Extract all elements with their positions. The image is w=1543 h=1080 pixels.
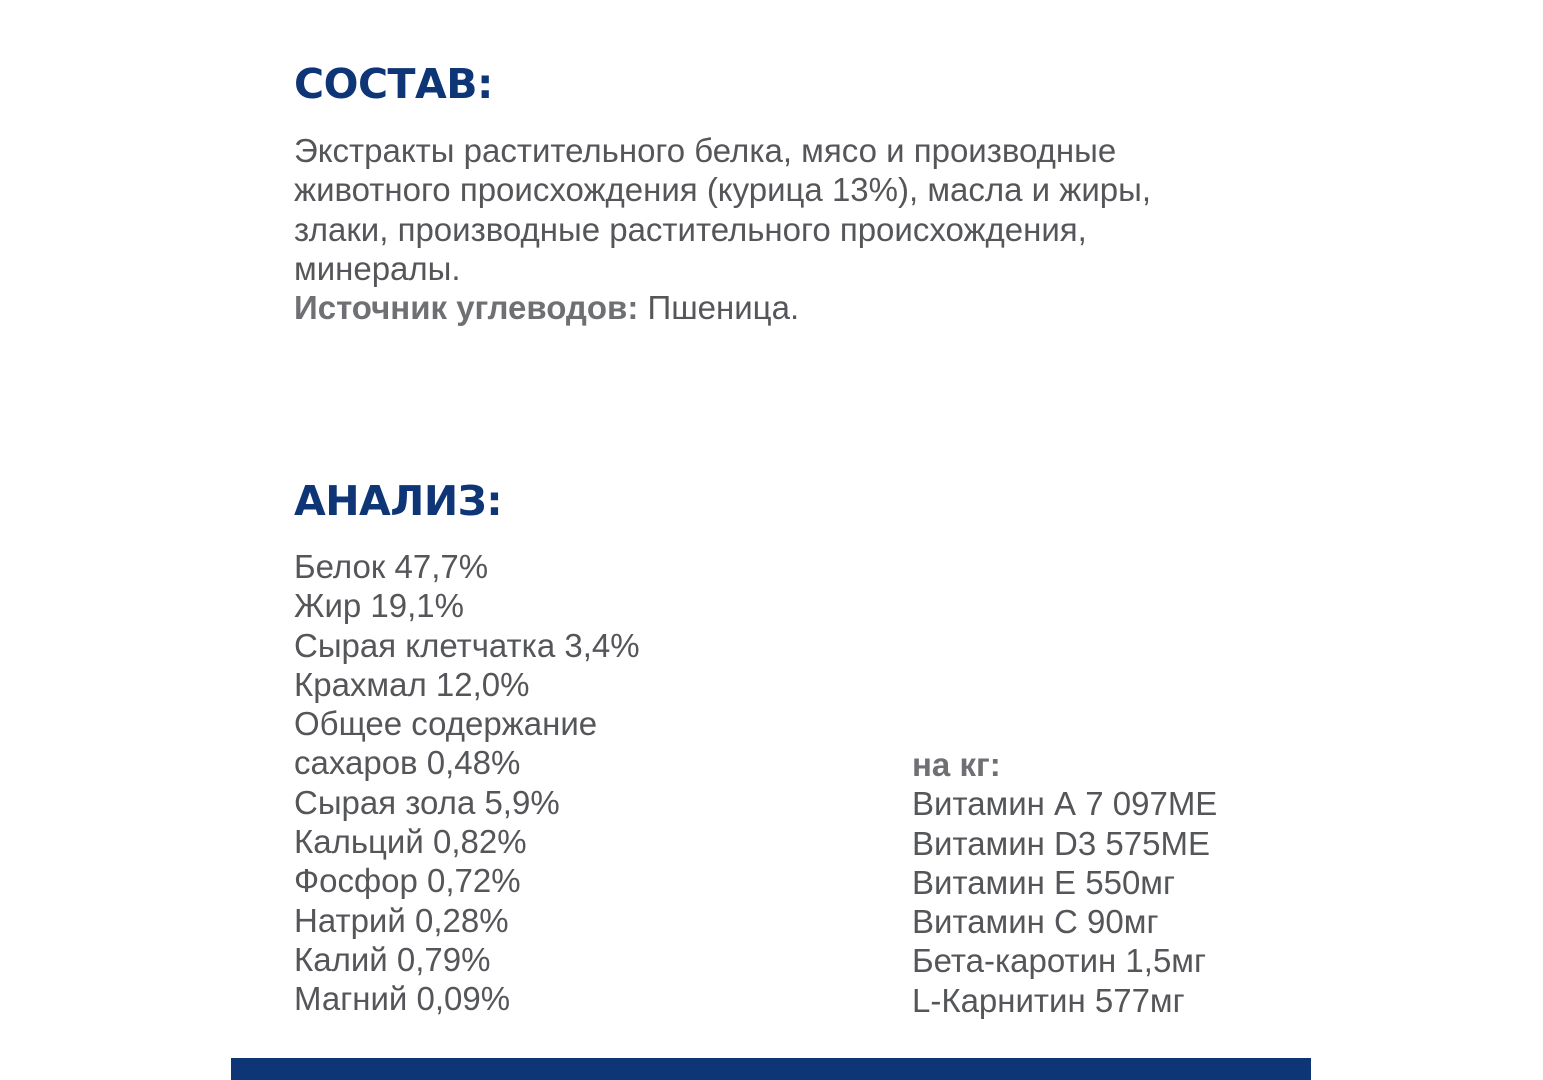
analysis-item: Крахмал 12,0% bbox=[294, 665, 530, 703]
carb-source-value: Пшеница. bbox=[638, 289, 800, 327]
analysis-item: сахаров 0,48% bbox=[294, 744, 521, 782]
carb-source-label: Источник углеводов: bbox=[294, 289, 639, 327]
analysis-item: Кальций 0,82% bbox=[294, 823, 527, 861]
composition-line: минералы. bbox=[294, 249, 461, 287]
analysis-item: Белок 47,7% bbox=[294, 548, 489, 585]
vitamin-item: Бета-каротин 1,5мг bbox=[912, 942, 1207, 980]
analysis-item: Общее содержание bbox=[294, 705, 598, 743]
analysis-item: Магний 0,09% bbox=[294, 980, 511, 1018]
analysis-item: Жир 19,1% bbox=[294, 587, 464, 625]
carb-source-line bbox=[294, 288, 1151, 327]
vitamin-item: Витамин С 90мг bbox=[912, 903, 1159, 941]
analysis-heading: АНАЛИЗ: bbox=[294, 477, 503, 525]
analysis-item: Сырая зола 5,9% bbox=[294, 783, 560, 821]
vitamin-item: L-Карнитин 577мг bbox=[912, 981, 1185, 1019]
analysis-item: Сырая клетчатка 3,4% bbox=[294, 626, 640, 664]
analysis-item: Фосфор 0,72% bbox=[294, 862, 521, 900]
vitamin-item: Витамин Е 550мг bbox=[912, 863, 1176, 901]
composition-line: Экстракты растительного белка, мясо и производные bbox=[294, 132, 1117, 169]
analysis-item: Натрий 0,28% bbox=[294, 901, 509, 939]
vitamin-item: Витамин D3 575МЕ bbox=[912, 824, 1210, 862]
footer-bar bbox=[231, 1058, 1311, 1080]
analysis-item: Калий 0,79% bbox=[294, 940, 491, 978]
vitamin-item: Витамин А 7 097МЕ bbox=[912, 785, 1218, 823]
composition-heading: СОСТАВ: bbox=[294, 60, 493, 108]
per-kg-list bbox=[912, 745, 1217, 1020]
composition-line: животного происхождения (курица 13%), масла и жиры, bbox=[294, 171, 1152, 209]
analysis-list bbox=[294, 547, 640, 1019]
per-kg-label: на кг: bbox=[912, 746, 1001, 783]
composition-text bbox=[294, 131, 1151, 327]
composition-line: злаки, производные растительного происхождения, bbox=[294, 210, 1087, 248]
